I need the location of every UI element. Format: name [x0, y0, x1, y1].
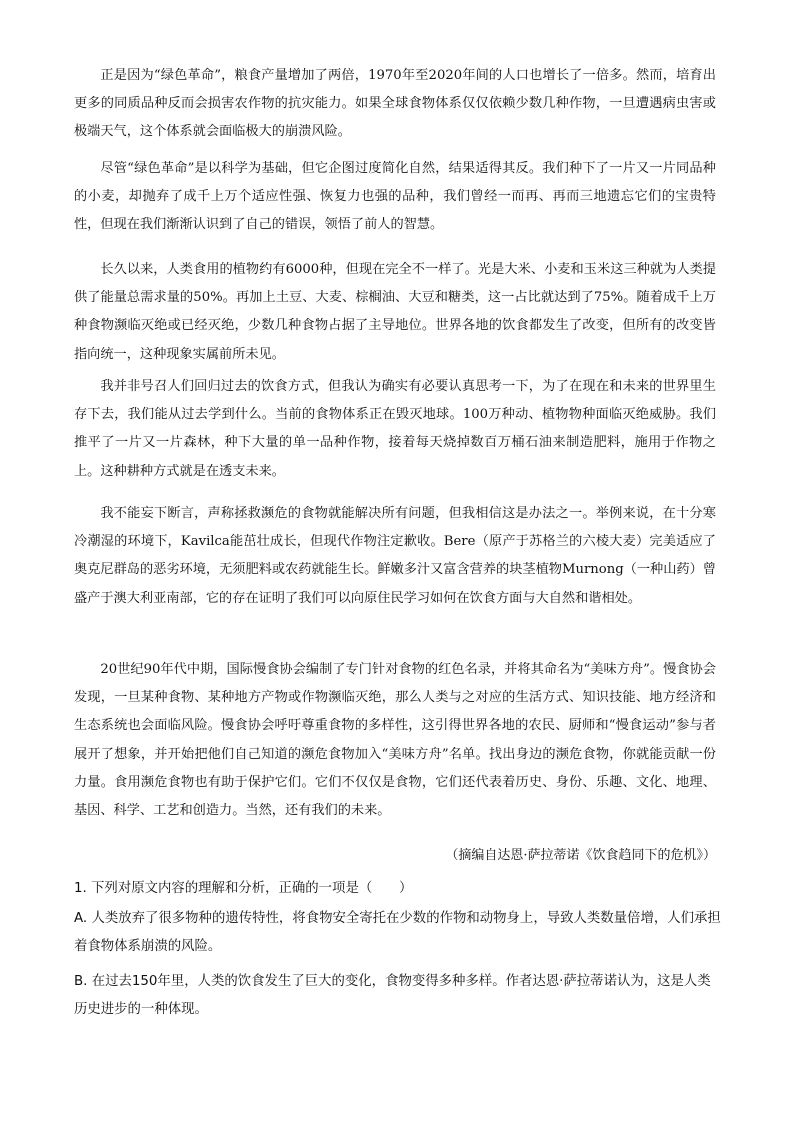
passage-paragraph-5: 我不能妄下断言，声称拯救濒危的食物就能解决所有问题，但我相信这是办法之一。举例来说，在十分寒冷潮湿的环境下，Kavilca能茁壮成长，但现代作物注定歉收。Bere（原产于苏格兰的六棱大麦）完美适应了奥克尼群岛的恶劣环境，无须肥料或农药就能生长。鲜嫩多汁又富含营养的块茎植物Murnong（一种山药）曾盛产于澳大利亚南部，它的存在证明了我们可以向原住民学习如何在饮食方面与大自然和谐相处。: [74, 506, 716, 606]
passage-paragraph-6: 20世纪90年代中期，国际慢食协会编制了专门针对食物的红色名录，并将其命名为“美味方舟”。慢食协会发现，一旦某种食物、某种地方产物或作物濒临灭绝，那么人类与之对应的生活方式、知识技能、地方经济和生态系统也会面临风险。慢食协会呼吁尊重食物的多样性，这引得世界各地的农民、厨师和“慢食运动”参与者展开了想象，并开始把他们自己知道的濒危食物加入“美味方舟”名单。找出身边的濒危食物，你就能贡献一份力量。食用濒危食物也有助于保护它们。它们不仅仅是食物，它们还代表着历史、身份、乐趣、文化、地理、基因、科学、工艺和创造力。当然，还有我们的未来。: [74, 662, 716, 819]
option-b: B. 在过去150年里，人类的饮食发生了巨大的变化，食物变得多种多样。作者达恩·萨拉蒂诺认为，这是人类历史进步的一种体现。: [74, 974, 711, 1017]
question-stem: 1. 下列对原文内容的理解和分析，正确的一项是（ ）: [74, 881, 413, 896]
passage-paragraph-4: 我并非号召人们回归过去的饮食方式，但我认为确实有必要认真思考一下，为了在现在和未来的世界里生存下去，我们能从过去学到什么。当前的食物体系正在毁灭地球。100万种动、植物物种面临灭绝威胁。我们推平了一片又一片森林，种下大量的单一品种作物，接着每天烧掉数百万桶石油来制造肥料，施用于作物之上。这种耕种方式就是在透支未来。: [74, 379, 716, 479]
passage-source: （摘编自达恩·萨拉蒂诺《饮食趋同下的危机》）: [445, 848, 716, 863]
option-a: A. 人类放弃了很多物种的遗传特性，将食物安全寄托在少数的作物和动物身上，导致人类数量倍增，人们承担着食物体系崩溃的风险。: [74, 911, 721, 954]
passage-paragraph-3: 长久以来，人类食用的植物约有6000种，但现在完全不一样了。光是大米、小麦和玉米这三种就为人类提供了能量总需求量的50%。再加上土豆、大麦、棕榈油、大豆和糖类，这一占比就达到了75%。随着成千上万种食物濒临灭绝或已经灭绝，少数几种食物占据了主导地位。世界各地的饮食都发生了改变，但所有的改变皆指向统一，这种现象实属前所未见。: [74, 262, 716, 362]
passage-paragraph-2: 尽管“绿色革命”是以科学为基础，但它企图过度简化自然，结果适得其反。我们种下了一片又一片同品种的小麦，却抛弃了成千上万个适应性强、恢复力也强的品种，我们曾经一而再、再而三地遗忘它们的宝贵特性，但现在我们渐渐认识到了自己的错误，领悟了前人的智慧。: [74, 161, 716, 233]
passage-paragraph-1: 正是因为“绿色革命”，粮食产量增加了两倍，1970年至2020年间的人口也增长了一倍多。然而，培育出更多的同质品种反而会损害农作物的抗灾能力。如果全球食物体系仅仅依赖少数几种作物，一旦遭遇病虫害或极端天气，这个体系就会面临极大的崩溃风险。: [74, 68, 716, 140]
